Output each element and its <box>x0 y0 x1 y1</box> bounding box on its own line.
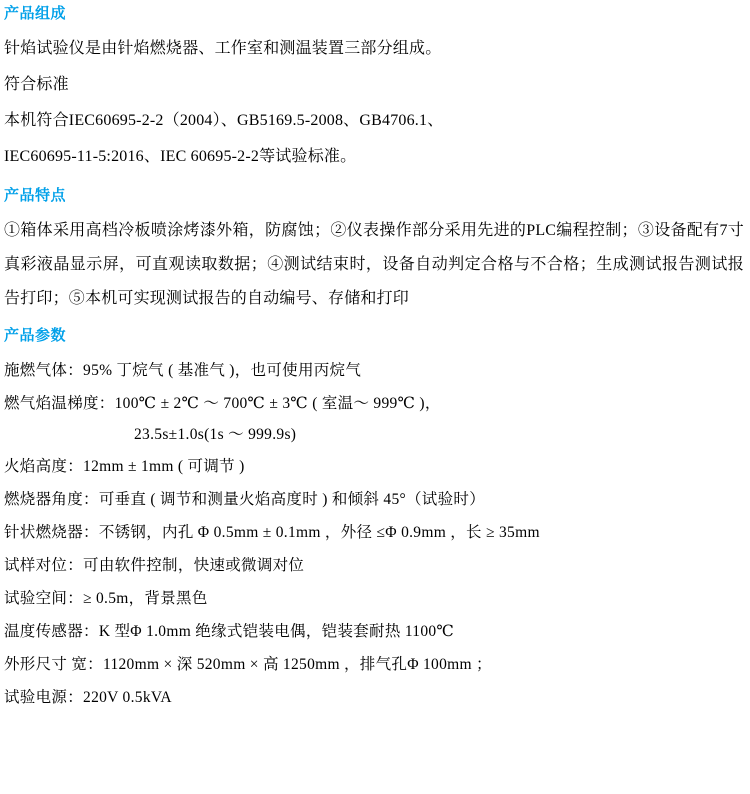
spec-label: 试验电源： <box>4 689 84 706</box>
spec-label: 施燃气体： <box>4 362 84 379</box>
spec-label: 燃气焰温梯度： <box>4 395 115 412</box>
spec-value: 100℃ ± 2℃ ～ 700℃ ± 3℃ ( 室温～ 999℃ )， <box>114 395 441 412</box>
spec-row-specimen-alignment <box>4 549 744 582</box>
spec-row-test-space <box>4 582 744 615</box>
spec-value: 1120mm × 深 520mm × 高 1250mm ，排气孔Φ 100mm ； <box>102 656 492 673</box>
spec-label: 火焰高度： <box>4 458 84 475</box>
spec-label: 温度传感器： <box>4 623 99 640</box>
standards-line-1: 本机符合IEC60695-2-2（2004）、GB5169.5-2008、GB4706.1、 <box>4 112 444 129</box>
spec-row-needle-burner <box>4 516 744 549</box>
spec-label: 燃烧器角度： <box>4 491 99 508</box>
section-heading-parameters: 产品参数 <box>4 327 67 344</box>
features-body: ①箱体采用高档冷板喷涂烤漆外箱，防腐蚀；②仪表操作部分采用先进的PLC编程控制；③设备配有7寸真彩液晶显示屏，可直观读取数据；④测试结束时，设备自动判定合格与不合格；生成测试报告测试报告打印；⑤本机可实现测试报告的自动编号、存储和打印 <box>4 222 744 307</box>
spec-value: 12mm ± 1mm ( 可调节 ) <box>83 458 245 475</box>
section-heading-composition: 产品组成 <box>4 5 67 22</box>
spec-value: K 型Φ 1.0mm 绝缘式铠装电偶，铠装套耐热 1100℃ <box>98 623 455 640</box>
spec-label: 试样对位： <box>4 557 84 574</box>
spec-value: 220V 0.5kVA <box>83 689 172 706</box>
spec-value: 不锈钢，内孔 Φ 0.5mm ± 0.1mm ，外径 ≤Φ 0.9mm ，长 ≥ 35mm <box>98 524 540 541</box>
section-heading-features: 产品特点 <box>4 187 67 204</box>
spec-row-fuel-gas <box>4 354 744 387</box>
spec-row-flame-temp-gradient <box>4 387 744 420</box>
spec-value: 可垂直 ( 调节和测量火焰高度时 ) 和倾斜 45°（试验时） <box>98 491 486 508</box>
spec-row-flame-height <box>4 450 744 483</box>
section-divider-1 <box>4 176 744 186</box>
spec-row-dimensions <box>4 648 744 681</box>
spec-value: ≥ 0.5m，背景黑色 <box>83 590 208 607</box>
standards-line-2: IEC60695-11-5:2016、IEC 60695-2-2等试验标准。 <box>4 148 357 165</box>
spec-label: 试验空间： <box>4 590 84 607</box>
section-divider-2 <box>4 316 744 326</box>
spec-label: 针状燃烧器： <box>4 524 99 541</box>
standards-label: 符合标准 <box>4 76 69 93</box>
spec-row-flame-temp-gradient-continuation: 23.5s±1.0s(1s ～ 999.9s) <box>134 426 297 443</box>
composition-paragraph-1: 针焰试验仪是由针焰燃烧器、工作室和测温装置三部分组成。 <box>4 40 442 57</box>
spec-row-power-supply <box>4 681 744 714</box>
spec-value: 可由软件控制，快速或微调对位 <box>83 557 305 574</box>
spec-row-burner-angle <box>4 483 744 516</box>
spec-label: 外形尺寸 宽： <box>4 656 103 673</box>
spec-row-temperature-sensor <box>4 615 744 648</box>
spec-value: 95% 丁烷气 ( 基准气 )，也可使用丙烷气 <box>83 362 362 379</box>
